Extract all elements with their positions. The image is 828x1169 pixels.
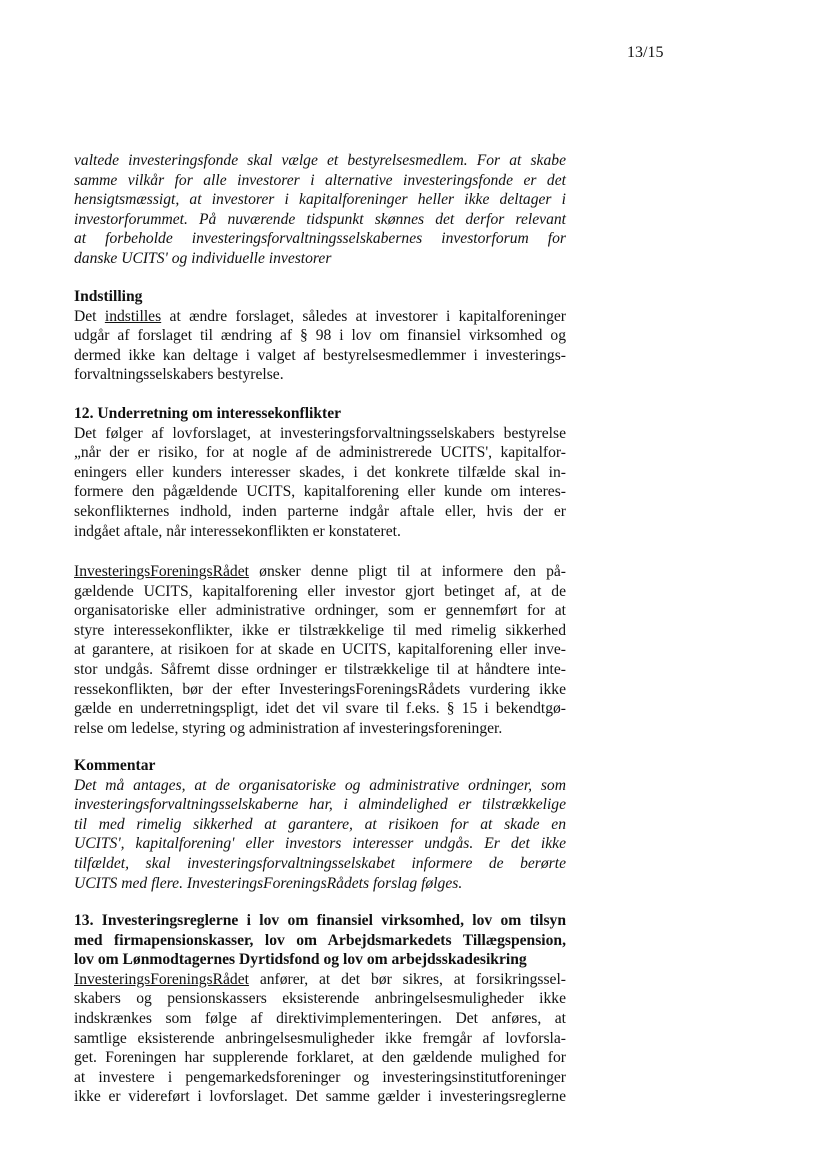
section-heading: Kommentar [74, 757, 156, 774]
text-line: stor undgås. Såfremt disse ordninger er tilstrækkelige til at håndtere inte- [74, 660, 566, 678]
section-12-paragraph-2 [74, 562, 566, 738]
text-line: gældende UCITS, kapitalforening eller investor gjort betinget af, at de [74, 582, 566, 600]
text-line: at garantere, at risikoen for at skade en UCITS, kapitalforening eller inve- [74, 641, 566, 659]
text-line: Det følger af lovforslaget, at investeringsforvaltningsselskabers bestyrelse [74, 424, 566, 442]
text-line: formere den pågældende UCITS, kapitalforening eller kunde om interes- [74, 483, 566, 501]
organization-name: InvesteringsForeningsRådet [74, 563, 249, 580]
text-line: samme vilkår for alle investorer i alternative investeringsfonde er det [74, 171, 566, 189]
text-line: „når der er risiko, for at nogle af de administrerede UCITS', kapitalfor- [74, 444, 566, 462]
text-line: relse om ledelse, styring og administration af investeringsforeninger. [74, 719, 503, 737]
text-line: UCITS', kapitalforening' eller investors interesser undgås. Er det ikke [74, 835, 566, 853]
text-line: indskrænkes som følge af direktivimplementeringen. Det anføres, at [74, 1009, 566, 1027]
section-heading: 13. Investeringsreglerne i lov om finansiel virksomhed, lov om tilsyn [74, 912, 566, 929]
text-fragment: ønsker denne pligt til at informere den på- [248, 563, 566, 580]
text-line: udgår af forslaget til ændring af § 98 i lov om finansiel virksomhed og [74, 327, 566, 345]
text-line: investeringsforvaltningsselskaberne har, i almindelighed er tilstrækkelige [74, 796, 566, 814]
text-line: get. Foreningen har supplerende forklaret, at den gældende mulighed for [74, 1049, 566, 1067]
organization-name: InvesteringsForeningsRådet [74, 970, 249, 988]
section-heading: Indstilling [74, 288, 143, 305]
text-line: samtlige eksisterende anbringelsesmuligheder ikke fremgår af lovforsla- [74, 1029, 566, 1047]
text-fragment: anfører, at det bør sikres, at forsikringssel- [248, 970, 566, 988]
text-line: eningers eller kunders interesser skades, i det konkrete tilfælde skal in- [74, 463, 566, 481]
section-heading: 12. Underretning om interessekonflikter [74, 405, 342, 422]
text-fragment: at ændre forslaget, således at investorer i kapitalforeninger [161, 307, 566, 325]
section-heading: lov om Lønmodtagernes Dyrtidsfond og lov om arbejdsskadesikring [74, 951, 527, 969]
text-line [74, 970, 566, 990]
text-line: at forbeholde investeringsforvaltningsselskabernes investorforum for [74, 230, 566, 248]
text-line: gælde en underretningspligt, idet det vil svare til f.eks. § 15 i bekendtgø- [74, 700, 566, 718]
text-fragment: Det [74, 307, 105, 325]
text-line [74, 307, 566, 327]
text-line: dermed ikke kan deltage i valget af bestyrelsesmedlemmer i investerings- [74, 346, 566, 364]
text-line: styre interessekonflikter, ikke er tilstrækkelige til med rimelig sikkerhed [74, 621, 566, 639]
indstilling-section [74, 287, 566, 385]
text-line: ressekonflikten, bør der efter InvesteringsForeningsRådets vurdering ikke [74, 680, 566, 698]
text-line: forvaltningsselskabers bestyrelse. [74, 366, 284, 384]
text-line: til med rimelig sikkerhed at garantere, at risikoen for at skade en [74, 815, 566, 833]
underlined-word: indstilles [104, 307, 162, 325]
kommentar-section [74, 756, 566, 893]
text-line: hensigtsmæssigt, at investorer i kapitalforeninger heller ikke deltager i [74, 191, 566, 209]
text-line [74, 562, 566, 582]
section-heading: med firmapensionskasser, lov om Arbejdsmarkedets Tillægspension, [74, 931, 566, 949]
text-line: investorforummet. På nuværende tidspunkt skønnes det derfor relevant [74, 210, 566, 228]
text-line: tilfældet, skal investeringsforvaltningsselskabet informere de berørte [74, 854, 566, 872]
intro-paragraph [74, 151, 566, 269]
text-line: danske UCITS' og individuelle investorer [74, 249, 332, 267]
text-line: UCITS med flere. InvesteringsForeningsRådets forslag følges. [74, 874, 463, 892]
text-line: ikke er videreført i lovforslaget. Det samme gælder i investeringsreglerne [74, 1088, 566, 1106]
section-13 [74, 911, 566, 1107]
section-12 [74, 404, 566, 541]
page-number: 13/15 [627, 44, 664, 61]
text-line: skabers og pensionskassers eksisterende anbringelsesmuligheder ikke [74, 990, 566, 1008]
text-line: sekonflikternes indhold, inden parterne indgår aftale eller, hvis der er [74, 502, 566, 520]
text-line: indgået aftale, når interessekonflikten er konstateret. [74, 522, 401, 540]
text-line: at investere i pengemarkedsforeninger og investeringsinstitutforeninger [74, 1068, 566, 1086]
text-line: Det må antages, at de organisatoriske og administrative ordninger, som [74, 776, 566, 794]
text-line: valtede investeringsfonde skal vælge et bestyrelsesmedlem. For at skabe [74, 152, 566, 169]
text-line: organisatoriske eller administrative ordninger, som er gennemført for at [74, 602, 566, 620]
